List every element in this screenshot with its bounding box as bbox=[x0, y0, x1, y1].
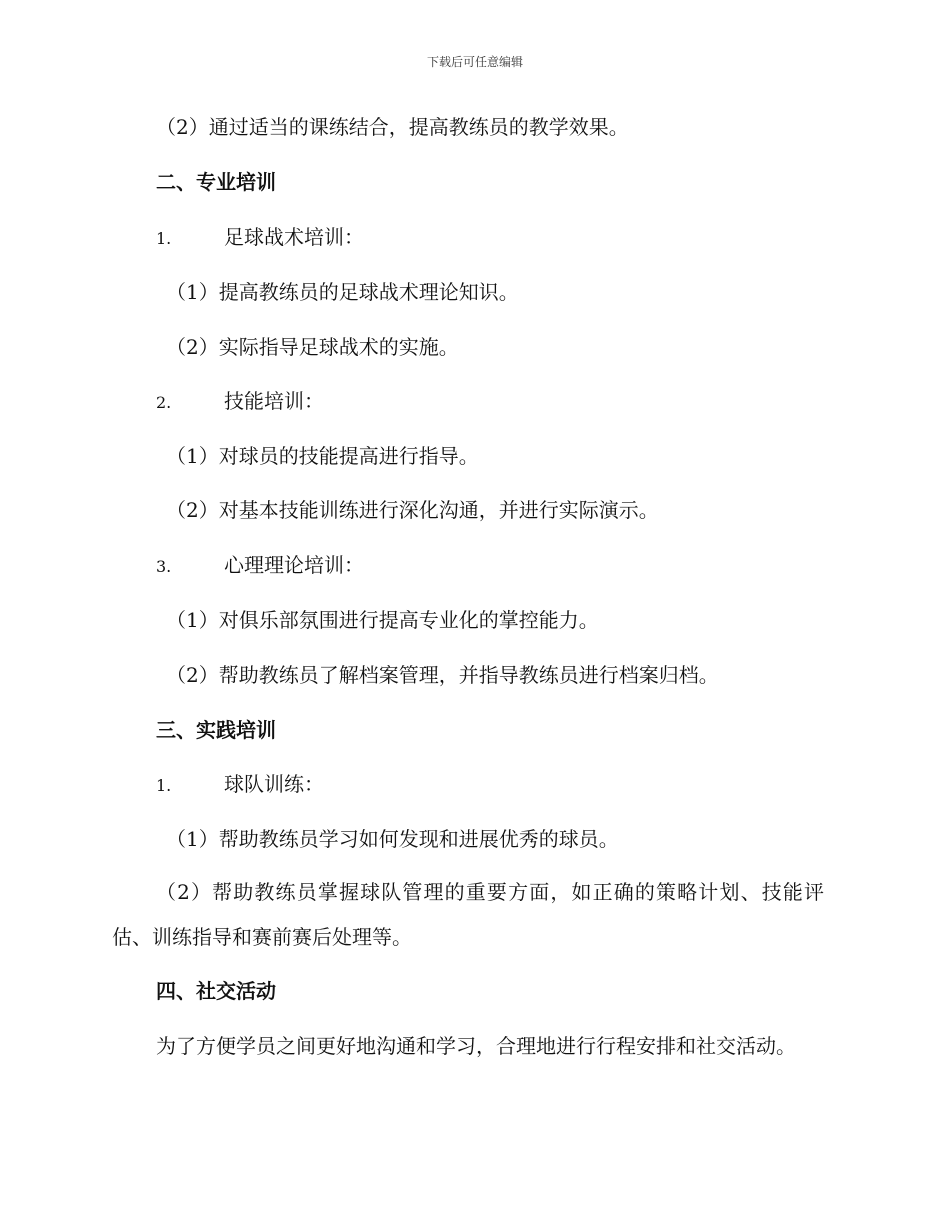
numbered-item bbox=[156, 389, 324, 415]
item-number: 1. bbox=[156, 776, 172, 795]
section-heading-professional-training: 二、专业培训 bbox=[156, 170, 276, 194]
page-header: 下载后可任意编辑 bbox=[426, 55, 523, 69]
numbered-item bbox=[156, 225, 364, 251]
item-text: 足球战术培训： bbox=[224, 225, 364, 249]
item-text: 技能培训： bbox=[224, 389, 324, 413]
sub-item: （2）实际指导足球战术的实施。 bbox=[166, 335, 459, 359]
item-number: 3. bbox=[156, 557, 172, 576]
item-text: 心理理论培训： bbox=[224, 553, 364, 577]
item-text: 球队训练： bbox=[224, 772, 324, 796]
sub-item: （2）对基本技能训练进行深化沟通，并进行实际演示。 bbox=[166, 498, 659, 522]
section-heading-social-activities: 四、社交活动 bbox=[156, 979, 276, 1003]
wrapped-paragraph: 为了方便学员之间更好地沟通和学习，合理地进行行程安排和社交活动。 bbox=[156, 1034, 796, 1058]
sub-item: （2）帮助教练员了解档案管理，并指导教练员进行档案归档。 bbox=[166, 663, 719, 687]
wrapped-paragraph: （2）帮助教练员掌握球队管理的重要方面，如正确的策略计划、技能评估、训练指导和赛前赛后处理等。 bbox=[112, 880, 824, 949]
item-number: 1. bbox=[156, 229, 172, 248]
item-number: 2. bbox=[156, 393, 172, 412]
sub-item: （1）提高教练员的足球战术理论知识。 bbox=[166, 280, 519, 304]
section-heading-practical-training: 三、实践培训 bbox=[156, 718, 276, 742]
paragraph-line: （2）通过适当的课练结合，提高教练员的教学效果。 bbox=[156, 115, 629, 139]
sub-item: （1）对球员的技能提高进行指导。 bbox=[166, 444, 479, 468]
numbered-item bbox=[156, 553, 364, 579]
sub-item: （1）帮助教练员学习如何发现和进展优秀的球员。 bbox=[166, 827, 619, 851]
numbered-item bbox=[156, 772, 324, 798]
sub-item: （1）对俱乐部氛围进行提高专业化的掌控能力。 bbox=[166, 608, 599, 632]
